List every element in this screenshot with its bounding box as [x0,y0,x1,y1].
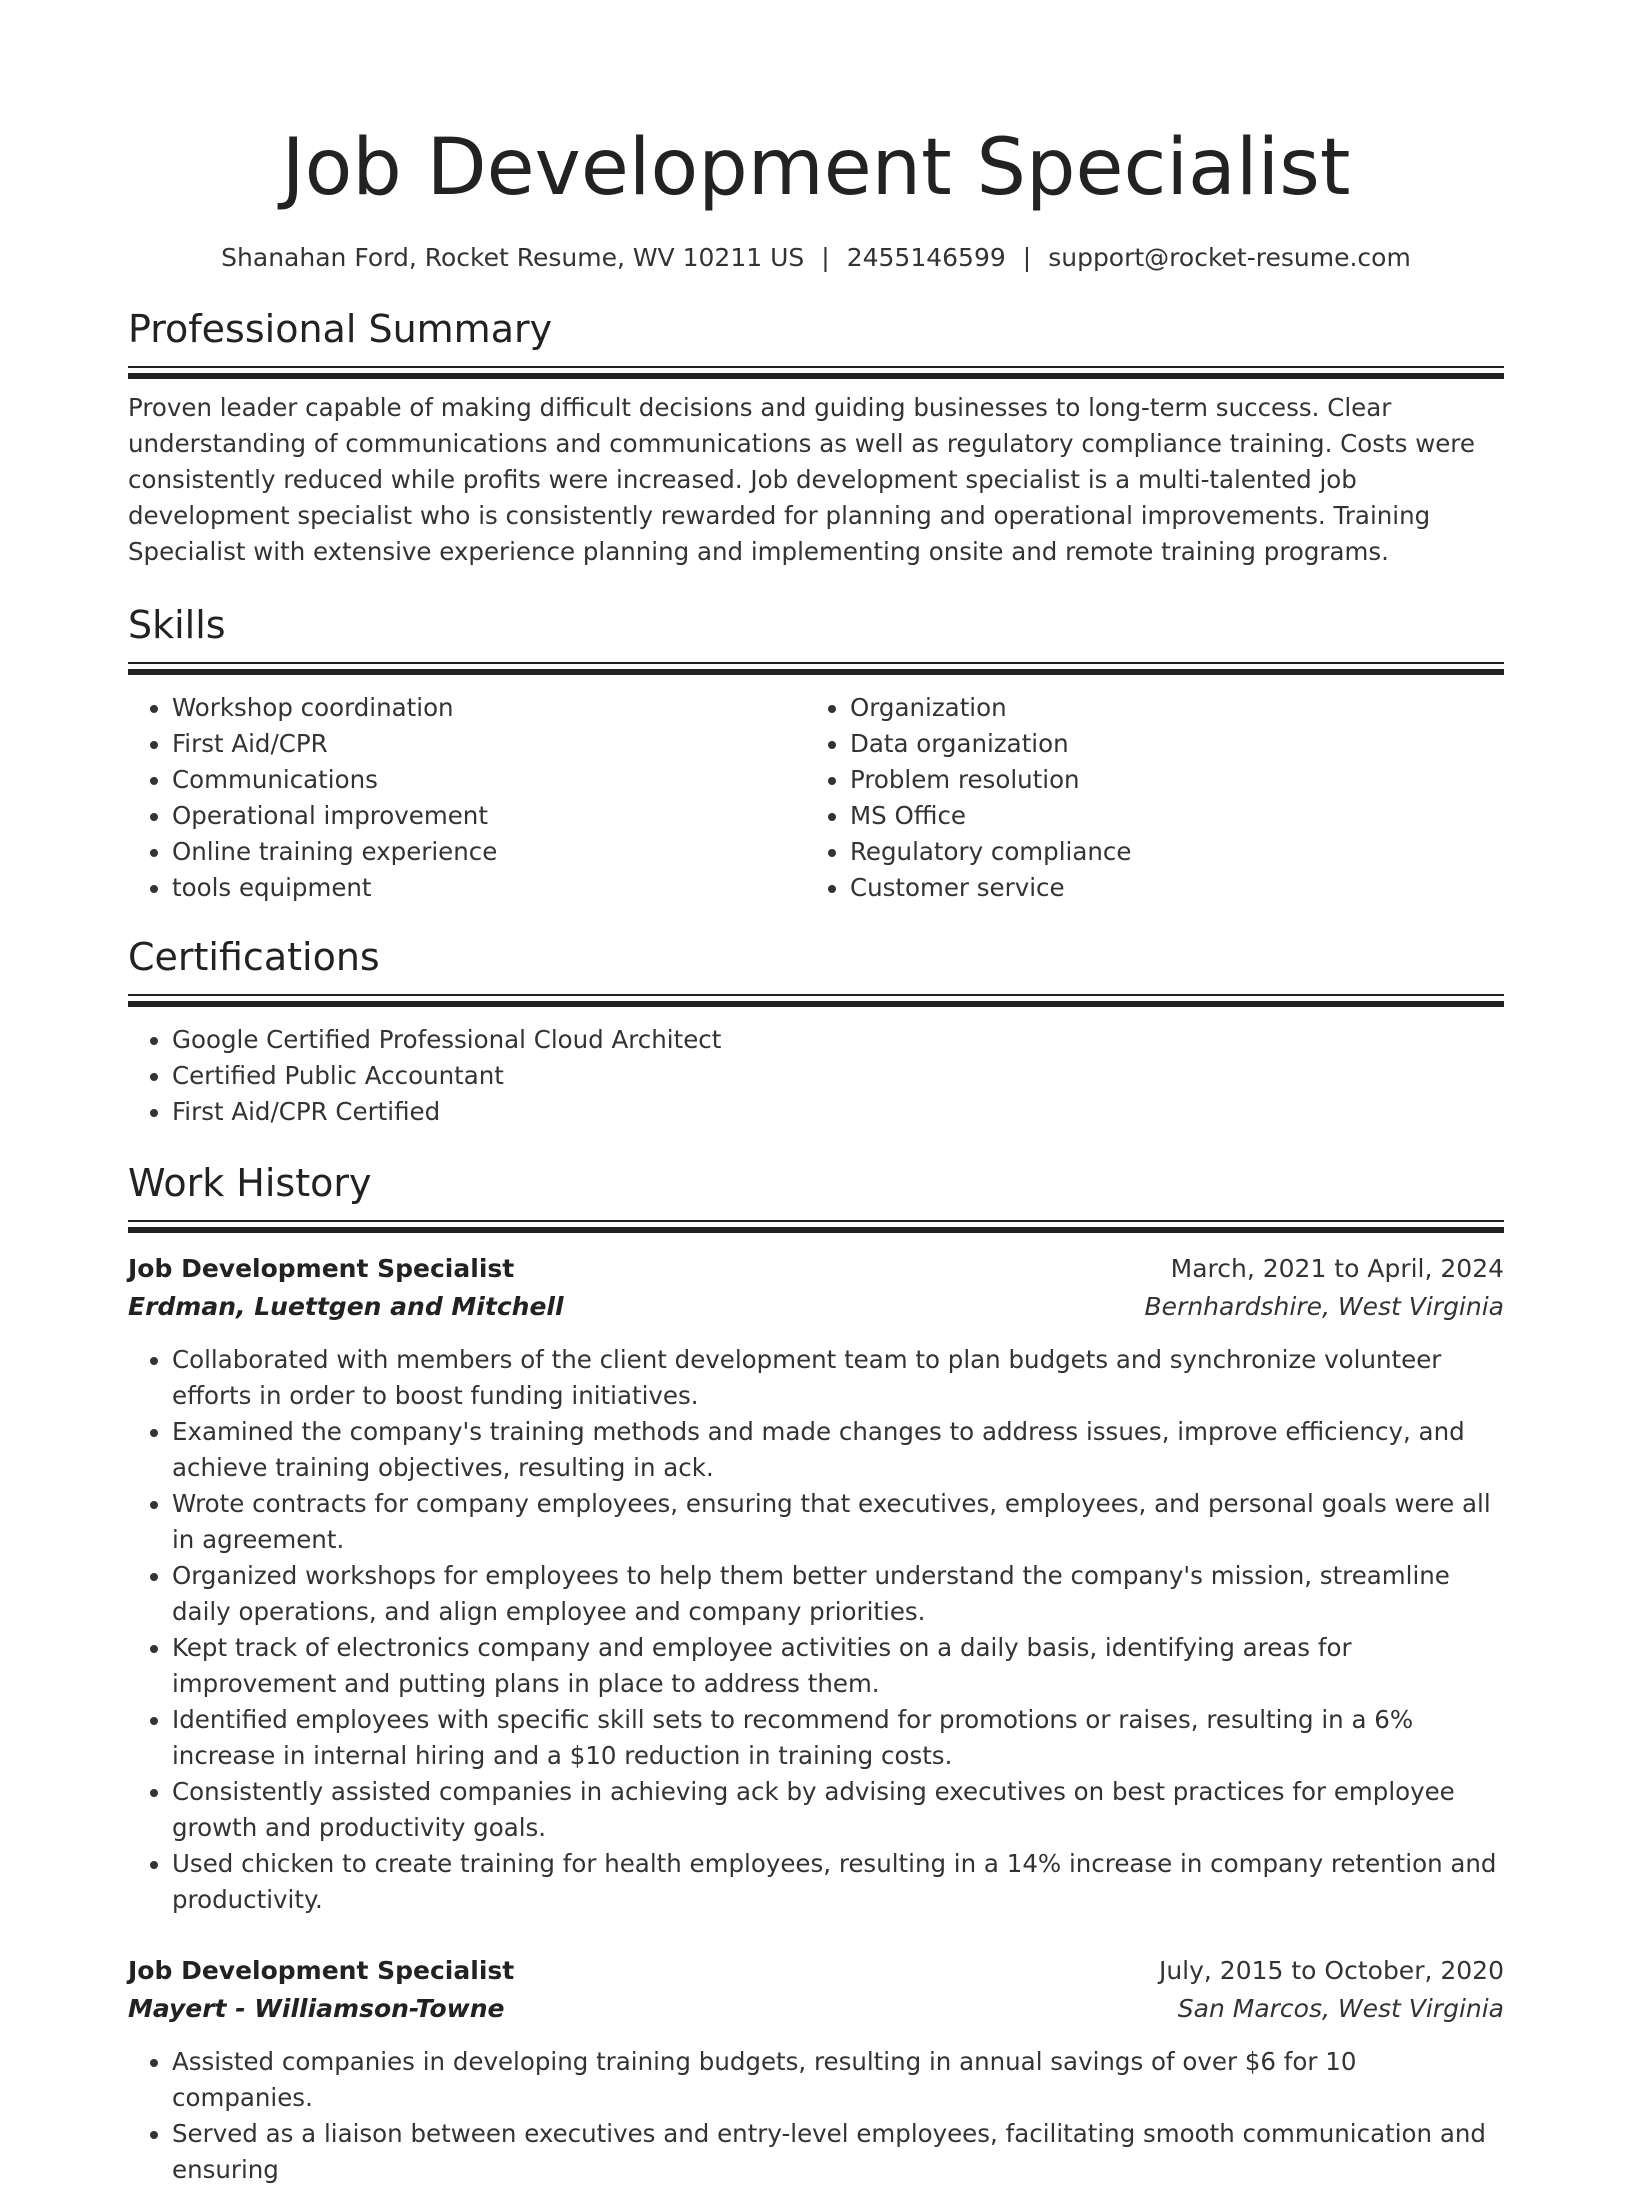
skills-column-left [128,690,806,906]
job-bullet: • Organized workshops for employees to help them better understand the company's mission, streamline daily operations, and align employee and company priorities. [172,1558,1504,1630]
certification-item: • Google Certified Professional Cloud Architect [172,1022,1504,1058]
section-divider [128,1220,1504,1234]
section-title-skills: Skills [128,603,226,647]
contact-phone: 2455146599 [846,243,1006,272]
resume-title: Job Development Specialist [281,123,1351,213]
skills-column-right [806,690,1484,906]
job-bullet: • Served as a liaison between executives and entry-level employees, facilitating smooth communication and ensuring [172,2116,1504,2188]
job-bullet: • Identified employees with specific skill sets to recommend for promotions or raises, resulting in a 6% increase in internal hiring and a $10 reduction in training costs. [172,1702,1504,1774]
skill-item: • Problem resolution [850,762,1484,798]
certifications-section [128,934,1504,1130]
contact-separator: | [1022,243,1032,272]
skill-item: • Data organization [850,726,1484,762]
certifications-list [128,1022,1504,1130]
job-header-row [128,1952,1504,1990]
skill-item: • Organization [850,690,1484,726]
job-company: Mayert - Williamson-Towne [128,1994,505,2023]
skill-item: • Communications [172,762,806,798]
section-divider [128,662,1504,676]
job-bullet: • Used chicken to create training for health employees, resulting in a 14% increase in company retention and productivity. [172,1846,1504,1918]
skills-section [128,602,1504,906]
job-company: Erdman, Luettgen and Mitchell [128,1292,564,1321]
certification-item: • First Aid/CPR Certified [172,1094,1504,1130]
job-company-row [128,1288,1504,1326]
job-bullet: • Wrote contracts for company employees, ensuring that executives, employees, and personal goals were all in agreement. [172,1486,1504,1558]
job-bullet: • Examined the company's training methods and made changes to address issues, improve efficiency, and achieve training objectives, resulting in ack. [172,1414,1504,1486]
job-company-row [128,1990,1504,2028]
section-divider [128,366,1504,380]
job-dates: March, 2021 to April, 2024 [1170,1254,1504,1283]
job-dates: July, 2015 to October, 2020 [1158,1956,1504,1985]
resume-page [128,0,1504,2188]
job-title: Job Development Specialist [128,1956,515,1985]
contact-line [128,240,1504,276]
work-history-section [128,1160,1504,2188]
job-bullet: • Kept track of electronics company and employee activities on a daily basis, identifying areas for improvement and putting plans in place to address them. [172,1630,1504,1702]
section-title-summary: Professional Summary [128,307,553,351]
skill-item: • MS Office [850,798,1484,834]
section-title-certifications: Certifications [128,935,380,979]
skills-grid [128,690,1504,906]
skill-item: • tools equipment [172,870,806,906]
job-title: Job Development Specialist [128,1254,515,1283]
job-bullet: • Collaborated with members of the client development team to plan budgets and synchronize volunteer efforts in order to boost funding initiatives. [172,1342,1504,1414]
certification-item: • Certified Public Accountant [172,1058,1504,1094]
skill-item: • Workshop coordination [172,690,806,726]
job-entry [128,1952,1504,2188]
job-bullets [128,2044,1504,2188]
job-location: San Marcos, West Virginia [1177,1994,1504,2023]
job-bullets [128,1342,1504,1918]
contact-email[interactable]: support@rocket-resume.com [1048,243,1411,272]
skill-item: • First Aid/CPR [172,726,806,762]
job-location: Bernhardshire, West Virginia [1144,1292,1504,1321]
skill-item: • Customer service [850,870,1484,906]
contact-address: Shanahan Ford, Rocket Resume, WV 10211 US [221,243,805,272]
job-entry [128,1250,1504,1918]
section-divider [128,994,1504,1008]
skill-item: • Regulatory compliance [850,834,1484,870]
job-bullet: • Assisted companies in developing training budgets, resulting in annual savings of over $6 for 10 companies. [172,2044,1504,2116]
skill-item: • Operational improvement [172,798,806,834]
job-bullet: • Consistently assisted companies in achieving ack by advising executives on best practices for employee growth and productivity goals. [172,1774,1504,1846]
summary-text: Proven leader capable of making difficult decisions and guiding businesses to long-term success. Clear understanding of communications and communications as well as regulatory compliance training. Costs were consistently reduced while profits were increased. Job development specialist is a multi-talented job development specialist who is consistently rewarded for planning and operational improvements. Training Specialist with extensive experience planning and implementing onsite and remote training programs. [128,393,1475,566]
section-title-work-history: Work History [128,1161,372,1205]
summary-section [128,306,1504,570]
job-header-row [128,1250,1504,1288]
contact-separator: | [821,243,830,272]
skill-item: • Online training experience [172,834,806,870]
